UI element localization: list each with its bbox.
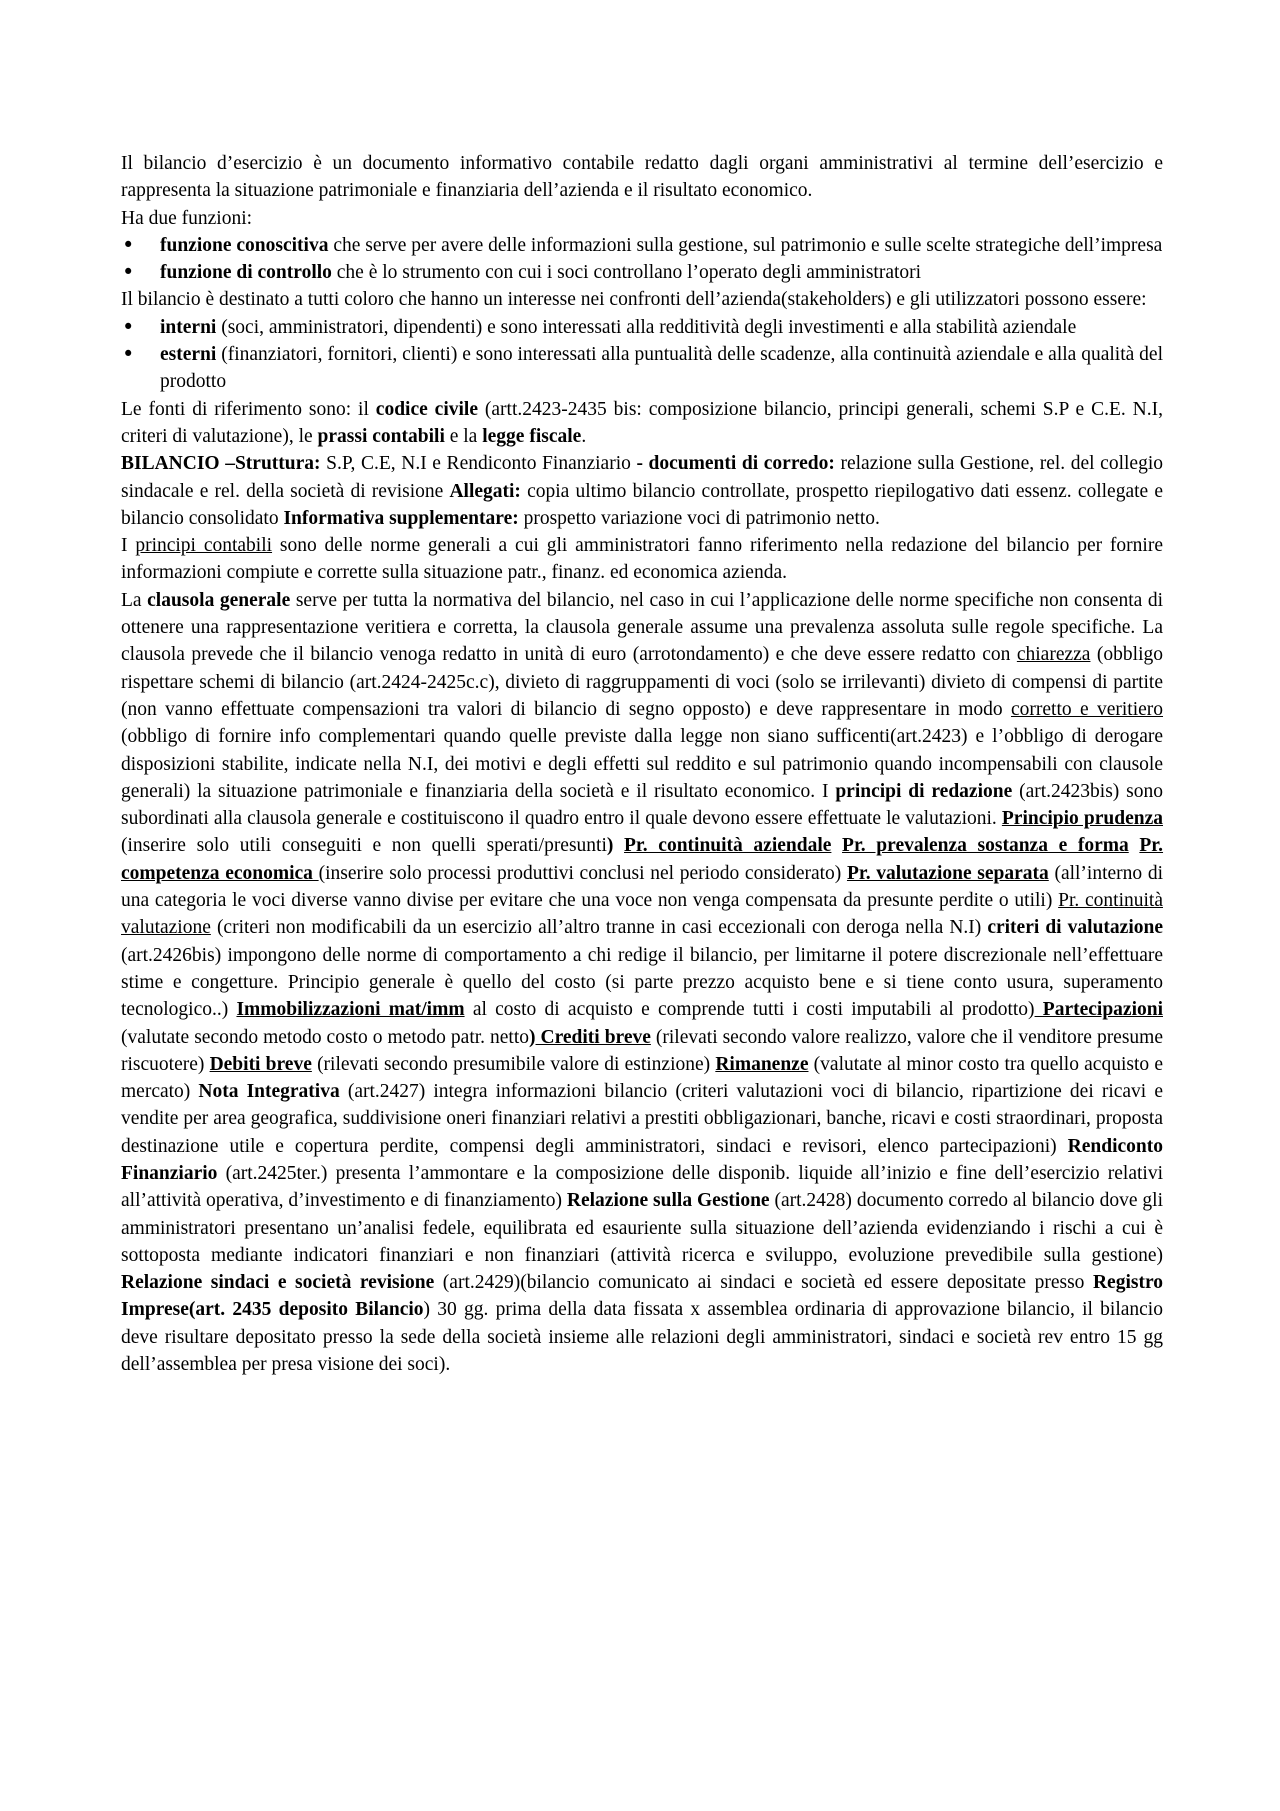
document-body: [121, 150, 1163, 1378]
list-item: • funzione conoscitiva che serve per avere delle informazioni sulla gestione, sul patrimonio e sulle scelte strategiche dell’impresa: [121, 232, 1163, 259]
struttura-paragraph: BILANCIO –Struttura: S.P, C.E, N.I e Rendiconto Finanziario - documenti di corredo: relazione sulla Gestione, rel. del collegio sindacale e rel. della società di revisione Allegati: copia ultimo bilancio controllate, prospetto riepilogativo dati essenz. collegate e bilancio consolidato Informativa supplementare: prospetto variazione voci di patrimonio netto.: [121, 453, 1164, 529]
intro-paragraph: Il bilancio d’esercizio è un documento informativo contabile redatto dagli organi amministrativi al termine dell’esercizio e rappresenta la situazione patrimoniale e finanziaria dell’azienda e il risultato economico. Ha due funzioni:: [121, 153, 1163, 229]
users-list: [121, 314, 1163, 396]
functions-heading: Ha due funzioni:: [121, 207, 253, 229]
principi-paragraph: I principi contabili sono delle norme generali a cui gli amministratori fanno riferimento nella redazione del bilancio per fornire informazioni compiute e corrette sulla situazione patr., finanz. ed economica azienda.: [121, 535, 1163, 584]
clausola-paragraph: La clausola generale serve per tutta la normativa del bilancio, nel caso in cui l’applicazione delle norme specifiche non consenta di ottenere una rappresentazione veritiera e corretta, la clausola generale assume una prevalenza assoluta sulle regole specifiche. La clausola prevede che il bilancio venoga redatto in unità di euro (arrotondamento) e che deve essere redatto con chiarezza (obbligo rispettare schemi di bilancio (art.2424-2425c.c), divieto di raggruppamenti di voci (solo se irrilevanti) divieto di compensi di partite (non vanno effettuate compensazioni tra valori di bilancio di segno opposto) e deve rappresentare in modo corretto e veritiero (obbligo di fornire info complementari quando quelle previste dalla legge non siano sufficenti(art.2423) e l’obbligo di derogare disposizioni stabilite, indicate nella N.I, dei motivi e degli effetti sul reddito e sul patrimonio quando incompensabili con clausole generali) la situazione patrimoniale e finanziaria della società e il risultato economico. I principi di redazione (art.2423bis) sono subordinati alla clausola generale e costituiscono il quadro entro il quale devono essere effettuate le valutazioni. Principio prudenza (inserire solo utili conseguiti e non quelli sperati/presunti) Pr. continuità aziendale Pr. prevalenza sostanza e forma Pr. competenza economica (inserire solo processi produttivi conclusi nel periodo considerato) Pr. valutazione separata (all’interno di una categoria le voci diverse vanno divise per evitare che una voce non venga compensata da presunte perdite o utili) Pr. continuità valutazione (criteri non modificabili da un esercizio all’altro tranne in casi eccezionali con deroga nella N.I) criteri di valutazione (art.2426bis) impongono delle norme di comportamento a chi redige il bilancio, per limitarne il potere discrezionale nell’effettuare stime e congetture. Principio generale è quello del costo (si parte prezzo acquisto bene e si tiene conto usura, superamento tecnologico..) Immobilizzazioni mat/imm al costo di acquisto e comprende tutti i costi imputabili al prodotto) Partecipazioni (valutate secondo metodo costo o metodo patr. netto) Crediti breve (rilevati secondo valore realizzo, valore che il venditore presume riscuotere) Debiti breve (rilevati secondo presumibile valore di estinzione) Rimanenze (valutate al minor costo tra quello acquisto e mercato) Nota Integrativa (art.2427) integra informazioni bilancio (criteri valutazioni voci di bilancio, ripartizione dei ricavi e vendite per area geografica, suddivisione oneri finanziari relativi a prestiti obbligazionari, banche, ricavi e costi straordinari, proposta destinazione utile e copertura perdite, compensi degli amministratori, sindaci e revisori, elenco partecipazioni) Rendiconto Finanziario (art.2425ter.) presenta l’ammontare e la composizione delle disponib. liquide all’inizio e fine dell’esercizio relativi all’attività operativa, d’investimento e di finanziamento) Relazione sulla Gestione (art.2428) documento corredo al bilancio dove gli amministratori presentano un’analisi fedele, equilibrata ed esauriente sulla situazione dell’azienda evidenziando i rischi a cui è sottoposta mediante indicatori finanziari e non finanziari (attività ricerca e sviluppo, evoluzione prevedibile sulla gestione) Relazione sindaci e società revisione (art.2429)(bilancio comunicato ai sindaci e società ed essere depositate presso Registro Imprese(art. 2435 deposito Bilancio) 30 gg. prima della data fissata x assemblea ordinaria di approvazione bilancio, il bilancio deve risultare depositato presso la sede della società insieme alle relazioni degli amministratori, sindaci e società rev entro 15 gg dell’assemblea per presa visione dei soci).: [121, 589, 1164, 1376]
list-item: • interni (soci, amministratori, dipendenti) e sono interessati alla redditività degli investimenti e alla stabilità aziendale: [121, 314, 1163, 341]
users-paragraph: Il bilancio è destinato a tutti coloro che hanno un interesse nei confronti dell’azienda(stakeholders) e gli utilizzatori possono essere:: [121, 289, 1147, 311]
fonti-paragraph: Le fonti di riferimento sono: il codice civile (artt.2423-2435 bis: composizione bilancio, principi generali, schemi S.P e C.E. N.I, criteri di valutazione), le prassi contabili e la legge fiscale.: [121, 398, 1164, 447]
list-item: • esterni (finanziatori, fornitori, clienti) e sono interessati alla puntualità delle scadenze, alla continuità aziendale e alla qualità del prodotto: [121, 341, 1163, 396]
functions-list: [121, 232, 1163, 287]
list-item: • funzione di controllo che è lo strumento con cui i soci controllano l’operato degli amministratori: [121, 259, 1163, 286]
